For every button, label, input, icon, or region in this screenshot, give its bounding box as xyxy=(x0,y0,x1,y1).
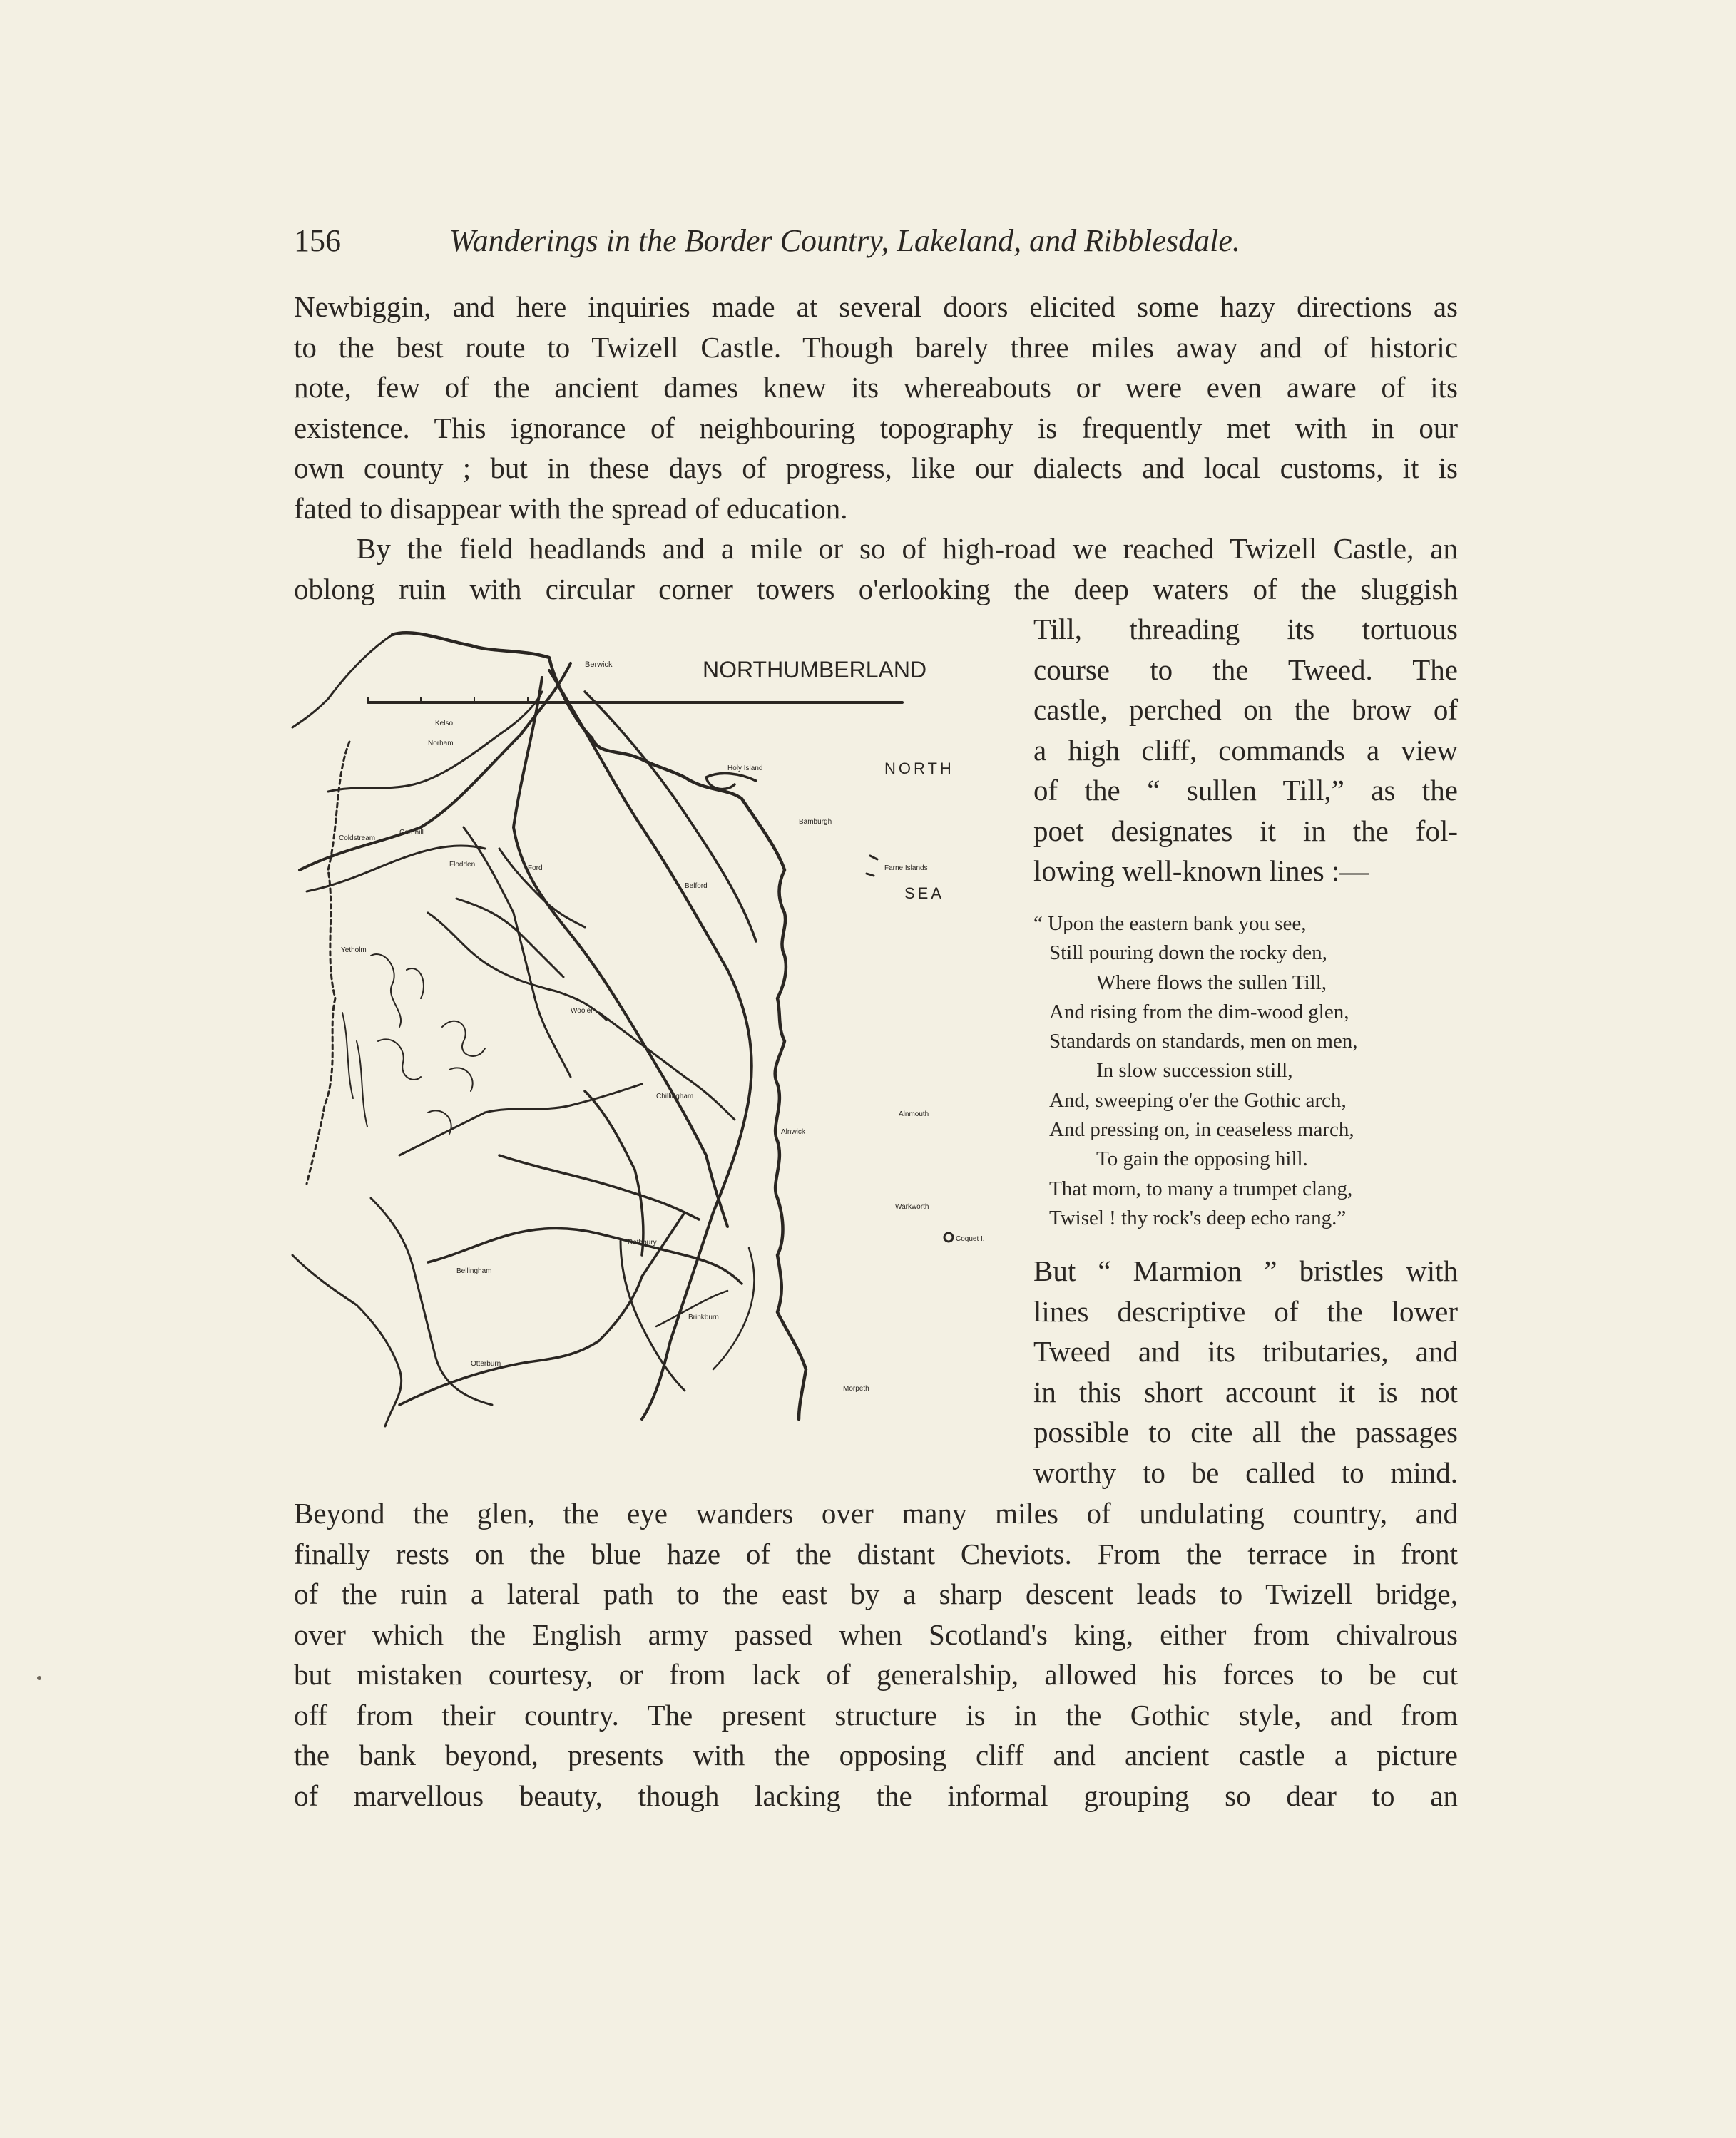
poem-line: And pressing on, in ceaseless march, xyxy=(1049,1118,1354,1142)
text-line: finally rests on the blue haze of the distant Cheviots. From the terrace in front xyxy=(294,1537,1458,1570)
text-line: worthy to be called to mind. xyxy=(1033,1456,1458,1489)
road xyxy=(499,849,585,927)
text-line: poet designates it in the fol- xyxy=(1033,814,1458,847)
text-line: to the best route to Twizell Castle. Though barely three miles away and of historic xyxy=(294,330,1458,364)
road xyxy=(499,1155,699,1219)
text-line: of marvellous beauty, though lacking the informal grouping so dear to an xyxy=(294,1779,1458,1812)
map-place-label: Berwick xyxy=(585,660,613,669)
map-place-label: Ford xyxy=(528,864,543,872)
road xyxy=(585,1091,643,1255)
text-line: fated to disappear with the spread of education. xyxy=(294,491,848,525)
poem-line: To gain the opposing hill. xyxy=(1096,1147,1308,1171)
coquet-island xyxy=(944,1233,953,1242)
road xyxy=(599,1013,735,1120)
text-line: lowing well-known lines :— xyxy=(1033,854,1369,887)
road xyxy=(585,692,756,941)
text-line: oblong ruin with circular corner towers o'erlooking the deep waters of the sluggish xyxy=(294,572,1458,605)
map-place-label: Alnwick xyxy=(781,1128,805,1136)
map-place-label: Warkworth xyxy=(895,1203,929,1211)
map-place-label: Norham xyxy=(428,740,454,747)
map-place-label: Chillingham xyxy=(656,1093,694,1100)
map-place-label: Coldstream xyxy=(339,834,376,842)
text-line: Newbiggin, and here inquiries made at several doors elicited some hazy directions as xyxy=(294,290,1458,323)
map-label-sea: SEA xyxy=(904,884,945,902)
text-line: possible to cite all the passages xyxy=(1033,1416,1458,1448)
border-line xyxy=(292,1255,402,1426)
road xyxy=(549,670,752,1419)
poem-block xyxy=(1033,909,1461,1233)
northumberland-map xyxy=(285,613,1006,1476)
border-line xyxy=(292,635,392,727)
poem-line: Still pouring down the rocky den, xyxy=(1049,941,1327,965)
map-place-label: Brinkburn xyxy=(688,1314,719,1321)
road xyxy=(428,1229,742,1284)
map-place-label: Flodden xyxy=(449,861,476,869)
poem-line: “ Upon the eastern bank you see, xyxy=(1033,912,1307,935)
map-place-label: Morpeth xyxy=(843,1385,869,1393)
text-line: a high cliff, commands a view xyxy=(1033,733,1458,767)
text-line: but mistaken courtesy, or from lack of generalship, allowed his forces to be cut xyxy=(294,1658,1458,1691)
body-text-wrap-bottom xyxy=(1033,1251,1458,1493)
text-line: existence. This ignorance of neighbouring topography is frequently met with in our xyxy=(294,411,1458,444)
map-place-label: Farne Islands xyxy=(884,864,928,872)
coastline xyxy=(392,633,806,1419)
text-line: Till, threading its tortuous xyxy=(1033,613,1458,645)
body-text-bottom xyxy=(294,1493,1458,1816)
map-place-label: Alnmouth xyxy=(899,1110,929,1118)
poem-line: And rising from the dim-wood glen, xyxy=(1049,1000,1349,1023)
map-label-north: NORTH xyxy=(884,759,954,777)
map-place-label: Wooler xyxy=(571,1007,593,1015)
text-line: But “ Marmion ” bristles with xyxy=(1033,1254,1458,1287)
map-place-label: Yetholm xyxy=(341,946,367,954)
river-till xyxy=(464,827,571,1077)
running-header xyxy=(294,223,1315,265)
hills xyxy=(371,954,424,1080)
running-title: Wanderings in the Border Country, Lakeland, and Ribblesdale. xyxy=(449,223,1240,258)
page-speck xyxy=(37,1676,41,1680)
map-place-label: Kelso xyxy=(435,720,454,727)
map-place-label: Belford xyxy=(685,882,708,890)
poem-line: That morn, to many a trumpet clang, xyxy=(1049,1177,1353,1200)
map-place-label: Coquet I. xyxy=(956,1235,985,1243)
farne-islands xyxy=(867,856,877,876)
text-line: own county ; but in these days of progress, like our dialects and local customs, it is xyxy=(294,451,1458,484)
poem-line: Standards on standards, men on men, xyxy=(1049,1030,1358,1053)
text-line: of the ruin a lateral path to the east by a sharp descent leads to Twizell bridge, xyxy=(294,1577,1458,1610)
text-line: in this short account it is not xyxy=(1033,1375,1458,1408)
text-line: By the field headlands and a mile or so of high-road we reached Twizell Castle, an xyxy=(357,532,1458,565)
holy-island xyxy=(706,774,756,789)
map-place-label: Bellingham xyxy=(456,1267,492,1275)
text-line: of the “ sullen Till,” as the xyxy=(1033,774,1458,807)
text-line: castle, perched on the brow of xyxy=(1033,693,1458,726)
border-line xyxy=(307,742,349,1184)
map-place-label: Cornhill xyxy=(399,829,424,837)
body-text-wrap-top xyxy=(1033,609,1458,891)
poem-line: And, sweeping o'er the Gothic arch, xyxy=(1049,1088,1347,1112)
text-line: Beyond the glen, the eye wanders over many miles of undulating country, and xyxy=(294,1497,1458,1530)
poem-line: Twisel ! thy rock's deep echo rang.” xyxy=(1049,1206,1347,1229)
poem-line: Where flows the sullen Till, xyxy=(1096,971,1327,994)
road xyxy=(399,1084,642,1155)
text-line: over which the English army passed when Scotland's king, either from chivalrous xyxy=(294,1617,1458,1651)
body-text-top xyxy=(294,287,1458,609)
map-place-label: Rothbury xyxy=(628,1239,657,1247)
map-place-label: Otterburn xyxy=(471,1360,501,1368)
map-place-label: Holy Island xyxy=(727,764,763,772)
map-place-label: Bamburgh xyxy=(799,818,832,826)
hills xyxy=(342,1013,367,1127)
page-number: 156 xyxy=(294,223,341,258)
text-line: note, few of the ancient dames knew its whereabouts or were even aware of its xyxy=(294,371,1458,404)
map-title: NORTHUMBERLAND xyxy=(703,657,927,682)
text-line: course to the Tweed. The xyxy=(1033,653,1458,686)
text-line: Tweed and its tributaries, and xyxy=(1033,1335,1458,1368)
road xyxy=(456,899,563,977)
text-line: lines descriptive of the lower xyxy=(1033,1294,1458,1328)
poem-line: In slow succession still, xyxy=(1096,1059,1293,1083)
text-line: off from their country. The present structure is in the Gothic style, and from xyxy=(294,1698,1458,1732)
text-line: the bank beyond, presents with the opposing cliff and ancient castle a picture xyxy=(294,1739,1458,1771)
